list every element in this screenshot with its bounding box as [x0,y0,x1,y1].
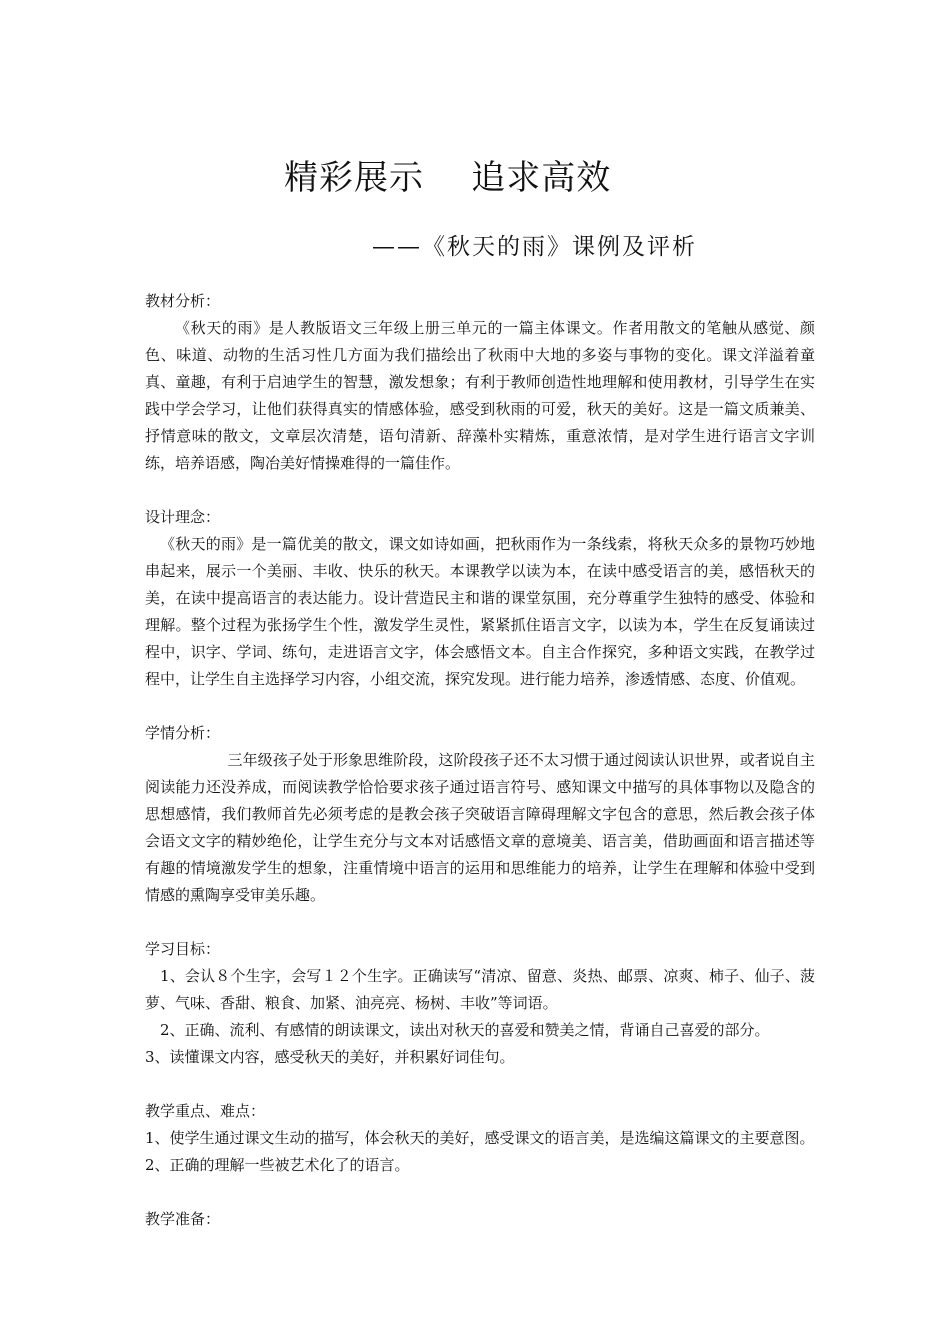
section-learning-goals [145,936,815,1071]
section-student-analysis [145,720,815,909]
section-heading: 教学重点、难点： [145,1102,266,1120]
goal-item: 3、读懂课文内容，感受秋天的美好，并积累好词佳句。 [145,1048,515,1066]
section-heading: 学习目标： [145,940,221,958]
page-subtitle: ——《秋天的雨》课例及评析 [372,234,697,260]
section-textbook-analysis [145,288,815,477]
section-heading: 学情分析： [145,724,221,742]
key-point-item: 2、正确的理解一些被艺术化了的语言。 [145,1156,410,1174]
page-title: 精彩展示 追求高效 [284,158,612,198]
section-design-concept [145,504,815,693]
section-heading: 教学准备： [145,1210,221,1228]
section-preparation [145,1206,815,1233]
goal-item: 2、正确、流利、有感情的朗读课文，读出对秋天的喜爱和赞美之情，背诵自己喜爱的部分。 [160,1021,770,1039]
goal-item: 1、会认８个生字，会写１２个生字。正确读写“清凉、留意、炎热、邮票、凉爽、柿子、仙子、菠萝、气味、香甜、粮食、加紧、油亮亮、杨树、丰收”等词语。 [145,967,815,1012]
section-paragraph: 《秋天的雨》是一篇优美的散文，课文如诗如画，把秋雨作为一条线索，将秋天众多的景物巧妙地串起来，展示一个美丽、丰收、快乐的秋天。本课教学以读为本，在读中感受语言的美，感悟秋天的美，在读中提高语言的表达能力。设计营造民主和谐的课堂氛围，充分尊重学生独特的感受、体验和理解。整个过程为张扬学生个性，激发学生灵性，紧紧抓住语言文字，以读为本，学生在反复诵读过程中，识字、学词、练句，走进语言文字，体会感悟文本。自主合作探究，多种语文实践，在教学过程中，让学生自主选择学习内容，小组交流，探究发现。进行能力培养，渗透情感、态度、价值观。 [145,535,815,688]
key-point-item: 1、使学生通过课文生动的描写，体会秋天的美好，感受课文的语言美，是选编这篇课文的主要意图。 [145,1129,815,1147]
section-paragraph: 三年级孩子处于形象思维阶段，这阶段孩子还不太习惯于通过阅读认识世界，或者说自主阅读能力还没养成，而阅读教学恰恰要求孩子通过语言符号、感知课文中描写的具体事物以及隐含的思想感情，我们教师首先必须考虑的是教会孩子突破语言障碍理解文字包含的意思，然后教会孩子体会语文文字的精妙绝伦，让学生充分与文本对话感悟文章的意境美、语言美，借助画面和语言描述等有趣的情境激发学生的想象，注重情境中语言的运用和思维能力的培养，让学生在理解和体验中受到情感的熏陶享受审美乐趣。 [145,751,815,904]
section-heading: 设计理念： [145,508,221,526]
document-body [145,288,815,1260]
section-heading: 教材分析： [145,292,221,310]
section-key-points [145,1098,815,1179]
section-paragraph: 《秋天的雨》是人教版语文三年级上册三单元的一篇主体课文。作者用散文的笔触从感觉、颜色、味道、动物的生活习性几方面为我们描绘出了秋雨中大地的多姿与事物的变化。课文洋溢着童真、童趣，有利于启迪学生的智慧，激发想象；有利于教师创造性地理解和使用教材，引导学生在实践中学会学习，让他们获得真实的情感体验，感受到秋雨的可爱，秋天的美好。这是一篇文质兼美、抒情意味的散文，文章层次清楚，语句清新、辞藻朴实精炼，重意浓情，是对学生进行语言文字训练，培养语感，陶冶美好情操难得的一篇佳作。 [145,319,815,472]
